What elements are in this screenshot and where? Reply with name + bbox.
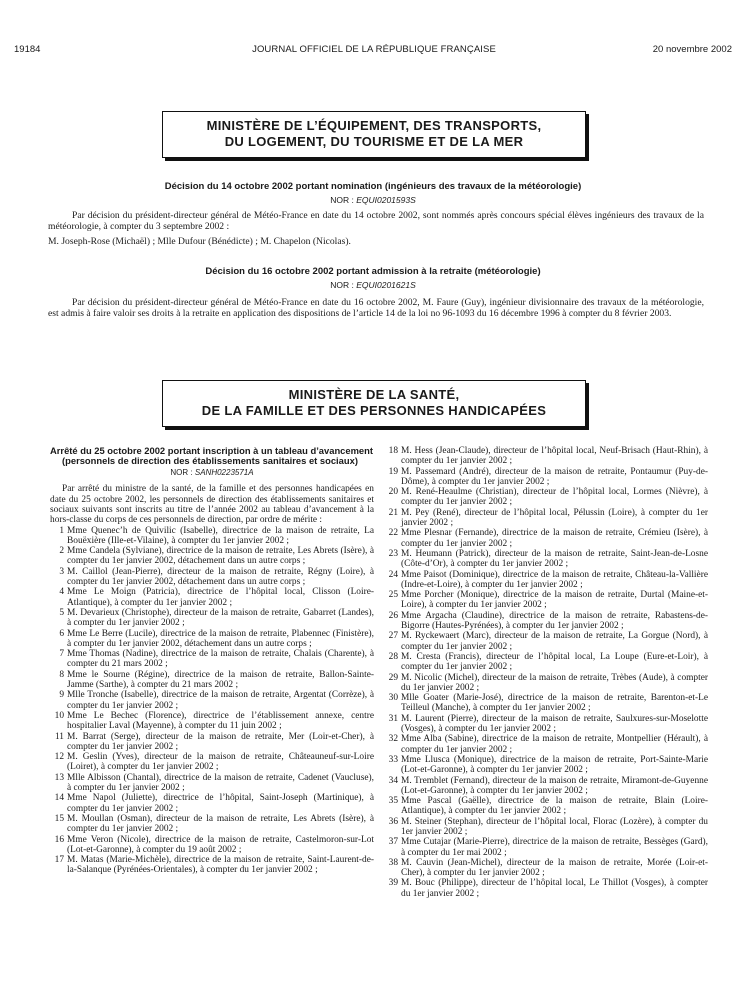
list-item	[384, 549, 708, 570]
list-item	[50, 649, 374, 670]
entry-text: Mme Argacha (Claudine), directrice de la maison de retraite, Rabastens-de-Bigorre (Hautes-Pyrénées), à compter du 1er janvier 2002 ;	[401, 610, 708, 632]
nor-code: SANH0223571A	[194, 468, 254, 478]
entry-text: Mme Paisot (Dominique), directrice de la maison de retraite, Château-la-Vallière (Indre-et-Loire), à compter du 1er janvier 2002 ;	[401, 569, 708, 590]
entry-number: 14	[54, 793, 64, 804]
entry-number: 21	[388, 507, 398, 518]
list-item	[50, 711, 374, 732]
entry-text: M. Geslin (Yves), directeur de la maison de retraite, Châteauneuf-sur-Loire (Loiret), à compter du 1er janvier 2002 ;	[67, 752, 374, 773]
decision1-body	[48, 210, 704, 232]
list-item	[384, 487, 708, 508]
list-item	[50, 793, 374, 814]
entry-text: Mme Quenec’h de Quivilic (Isabelle), directrice de la maison de retraite, La Bouëxière (Ille-et-Vilaine), à compter du 1er janvier 2002 ;	[67, 525, 374, 546]
list-item	[384, 878, 708, 899]
entry-text: M. Steiner (Stephan), directeur de l’hôpital local, Florac (Lozère), à compter du 1er janvier 2002 ;	[401, 816, 708, 837]
list-item	[384, 755, 708, 776]
list-item	[50, 773, 374, 794]
entry-text: M. Hess (Jean-Claude), directeur de l’hôpital local, Neuf-Brisach (Haut-Rhin), à compter du 1er janvier 2002 ;	[401, 446, 708, 467]
entry-number: 15	[54, 813, 64, 824]
list-item	[384, 858, 708, 879]
nor-label: NOR :	[330, 195, 354, 205]
entry-number: 38	[388, 857, 398, 868]
entry-number: 36	[388, 816, 398, 827]
entry-number: 20	[388, 487, 398, 498]
list-item	[50, 855, 374, 876]
nor-code: EQUI0201621S	[356, 280, 416, 290]
ministry-sante-heading	[162, 380, 586, 427]
issue-date: 20 novembre 2002	[652, 44, 732, 55]
entry-text: Mme Alba (Sabine), directrice de la maison de retraite, Montpellier (Hérault), à compter du 1er janvier 2002 ;	[401, 734, 708, 755]
decision2-nor	[40, 280, 706, 290]
list-item	[384, 776, 708, 797]
entry-text: Mlle Goater (Marie-José), directrice de la maison de retraite, Barenton-et-Le Teilleul (Manche), à compter du 1er janvier 2002 ;	[401, 693, 708, 714]
entry-text: Mme Pascal (Gaëlle), directrice de la maison de retraite, Blain (Loire-Atlantique), à compter du 1er janvier 2002 ;	[401, 796, 708, 817]
entry-text: M. Passemard (André), directeur de la maison de retraite, Pontaumur (Puy-de-Dôme), à compter du 1er janvier 2002 ;	[401, 466, 708, 487]
entry-text: M. Pey (René), directeur de l’hôpital local, Pélussin (Loire), à compter du 1er janvier 2002 ;	[401, 507, 708, 529]
entry-number: 7	[59, 649, 64, 660]
decision2-body-text: Par décision du président-directeur général de Météo-France en date du 16 octobre 2002, M. Faure (Guy), ingénieur divisionnaire des travaux de la météorologie, est admis à faire valoir ses droits à la retraite en application des dispositions de l’article 14 de la loi no 96-1093 du 16 décembre 1996 à compter du 8 février 2003.	[48, 297, 704, 320]
entry-number: 6	[59, 628, 64, 639]
arrete-nor	[50, 468, 374, 477]
entry-number: 23	[388, 548, 398, 559]
entry-text: M. Moullan (Osman), directeur de la maison de retraite, Les Abrets (Isère), à compter du 1er janvier 2002 ;	[67, 813, 374, 835]
entry-number: 39	[388, 878, 398, 889]
entry-number: 30	[388, 693, 398, 704]
entry-text: Mme Thomas (Nadine), directrice de la maison de retraite, Chalais (Charente), à compter du 21 mars 2002 ;	[67, 649, 374, 670]
entry-number: 19	[388, 466, 398, 477]
entry-number: 25	[388, 590, 398, 601]
entry-number: 11	[54, 731, 64, 742]
right-column	[384, 446, 708, 899]
list-item	[384, 817, 708, 838]
entry-text: M. Matas (Marie-Michèle), directrice de la maison de retraite, Saint-Laurent-de-la-Salanque (Pyrénées-Orientales), à compter du 1er janvier 2002 ;	[67, 855, 374, 876]
entry-number: 33	[388, 754, 398, 765]
list-item	[384, 446, 708, 467]
list-item	[50, 835, 374, 856]
entry-number: 10	[54, 710, 64, 721]
entry-text: Mme Le Berre (Lucile), directrice de la maison de retraite, Plabennec (Finistère), à compter du 1er janvier 2002, détachement dans un autre corps ;	[67, 628, 374, 649]
entry-text: M. Caillol (Jean-Pierre), directeur de la maison de retraite, Régny (Loire), à compter du 1er janvier 2002, détachement dans un autre corps ;	[67, 566, 374, 588]
arrete-intro	[50, 484, 374, 525]
entry-text: M. Tremblet (Fernand), directeur de la maison de retraite, Miramont-de-Guyenne (Lot-et-Garonne), à compter du 1er janvier 2002 ;	[401, 775, 708, 796]
entry-text: M. Bouc (Philippe), directeur de l’hôpital local, Le Thillot (Vosges), à compter du 1er janvier 2002 ;	[401, 878, 708, 899]
entry-text: Mme Candela (Sylviane), directrice de la maison de retraite, Les Abrets (Isère), à compter du 1er janvier 2002, détachement dans un autre corps ;	[67, 546, 374, 567]
entries-list-right	[384, 446, 708, 899]
entry-text: Mlle Albisson (Chantal), directrice de la maison de retraite, Cadenet (Vaucluse), à compter du 1er janvier 2002 ;	[67, 772, 374, 794]
entry-text: Mme Plesnar (Fernande), directrice de la maison de retraite, Crémieu (Isère), à compter du 1er janvier 2002 ;	[401, 528, 708, 549]
entry-text: Mme Le Moign (Patricia), directrice de l’hôpital local, Clisson (Loire-Atlantique), à compter du 1er janvier 2002 ;	[67, 587, 374, 608]
entry-text: Mme Porcher (Monique), directrice de la maison de retraite, Durtal (Maine-et-Loire), à compter du 1er janvier 2002 ;	[401, 590, 708, 611]
decision1-nor	[40, 195, 706, 205]
list-item	[50, 690, 374, 711]
page-number: 19184	[14, 44, 41, 55]
list-item	[384, 693, 708, 714]
entry-text: M. Laurent (Pierre), directeur de la maison de retraite, Saulxures-sur-Moselotte (Vosges), à compter du 1er janvier 2002 ;	[401, 713, 708, 735]
list-item	[50, 732, 374, 753]
list-item	[384, 590, 708, 611]
entry-number: 26	[388, 610, 398, 621]
list-item	[50, 752, 374, 773]
nor-label: NOR :	[330, 280, 354, 290]
list-item	[384, 734, 708, 755]
entry-number: 31	[388, 713, 398, 724]
left-column	[50, 446, 374, 876]
decision2-body	[48, 297, 704, 319]
page-header	[14, 44, 734, 58]
decision1-names: M. Joseph-Rose (Michaël) ; Mlle Dufour (Bénédicte) ; M. Chapelon (Nicolas).	[48, 236, 351, 247]
entry-text: M. René-Heaulme (Christian), directeur de l’hôpital local, Lormes (Nièvre), à compter du 1er janvier 2002 ;	[401, 487, 708, 508]
list-item	[384, 631, 708, 652]
ministry-heading-line2: DU LOGEMENT, DU TOURISME ET DE LA MER	[224, 134, 524, 149]
entry-number: 17	[54, 855, 64, 866]
entry-text: Mme Le Bechec (Florence), directrice de l’établissement annexe, centre hospitalier Laval (Mayenne), à compter du 11 juin 2002 ;	[67, 710, 374, 732]
entry-number: 8	[59, 669, 64, 680]
nor-label: NOR :	[170, 468, 193, 478]
list-item	[384, 673, 708, 694]
list-item	[50, 608, 374, 629]
list-item	[50, 587, 374, 608]
decision1-body-text: Par décision du président-directeur général de Météo-France en date du 14 octobre 2002, sont nommés après concours spécial élèves ingénieurs des travaux de la météorologie, à compter du 3 septembre 2002 :	[48, 210, 704, 233]
entry-number: 4	[59, 587, 64, 598]
entries-list-left	[50, 526, 374, 876]
entry-text: M. Cauvin (Jean-Michel), directeur de la maison de retraite, Morée (Loir-et-Cher), à compter du 1er janvier 2002 ;	[401, 857, 708, 879]
entry-number: 3	[59, 566, 64, 577]
entry-text: Mlle Tronche (Isabelle), directrice de la maison de retraite, Argentat (Corrèze), à compter du 1er janvier 2002 ;	[67, 690, 374, 711]
entry-text: M. Heumann (Patrick), directeur de la maison de retraite, Saint-Jean-de-Losne (Côte-d’Or), à compter du 1er janvier 2002 ;	[401, 548, 708, 570]
decision1-title: Décision du 14 octobre 2002 portant nomination (ingénieurs des travaux de la météorologie)	[164, 181, 582, 192]
list-item	[384, 611, 708, 632]
arrete-title: Arrêté du 25 octobre 2002 portant inscription à un tableau d’avancement (personnels de direction des établissements sanitaires et sociaux)	[50, 445, 373, 467]
entry-text: M. Nicolic (Michel), directeur de la maison de retraite, Trèbes (Aude), à compter du 1er janvier 2002 ;	[401, 672, 708, 693]
entry-number: 12	[54, 752, 64, 763]
entry-number: 34	[388, 775, 398, 786]
entry-number: 18	[388, 446, 398, 456]
entry-number: 37	[388, 837, 398, 848]
entry-text: M. Ryckewaert (Marc), directeur de la maison de retraite, La Gorgue (Nord), à compter du 1er janvier 2002 ;	[401, 631, 708, 652]
list-item	[384, 837, 708, 858]
nor-code: EQUI0201593S	[356, 195, 416, 205]
list-item	[50, 526, 374, 547]
list-item	[50, 629, 374, 650]
entry-number: 28	[388, 651, 398, 662]
ministry-heading-line1: MINISTÈRE DE LA SANTÉ,	[288, 387, 460, 402]
entry-number: 5	[59, 607, 64, 618]
entry-text: Mme Veron (Nicole), directrice de la maison de retraite, Castelmoron-sur-Lot (Lot-et-Garonne), à compter du 19 août 2002 ;	[67, 834, 374, 855]
entry-text: M. Devarieux (Christophe), directeur de la maison de retraite, Gabarret (Landes), à compter du 1er janvier 2002 ;	[67, 607, 374, 629]
journal-title: JOURNAL OFFICIEL DE LA RÉPUBLIQUE FRANÇAISE	[252, 44, 496, 55]
entry-text: M. Cresta (Francis), directeur de l’hôpital local, La Loupe (Eure-et-Loir), à compter du 1er janvier 2002 ;	[401, 651, 708, 673]
entry-number: 22	[388, 528, 398, 539]
ministry-equipement-heading	[162, 111, 586, 158]
entry-number: 24	[388, 569, 398, 580]
entry-text: Mme le Sourne (Régine), directrice de la maison de retraite, Ballon-Sainte-Jamme (Sarthe), à compter du 21 mars 2002 ;	[67, 669, 374, 691]
entry-number: 1	[59, 525, 64, 536]
arrete-intro-text: Par arrêté du ministre de la santé, de la famille et des personnes handicapées en date du 25 octobre 2002, les personnels de direction des établissements sanitaires et sociaux suivants sont inscrits au titre de l’année 2002 au tableau d’avancement à la hors-classe du corps de ces personnels de direction, par ordre de mérite :	[50, 484, 374, 526]
entry-number: 16	[54, 834, 64, 845]
entry-number: 35	[388, 796, 398, 807]
entry-text: Mme Cutajar (Marie-Pierre), directrice de la maison de retraite, Bessèges (Gard), à compter du 1er mai 2002 ;	[401, 837, 708, 858]
decision2-title: Décision du 16 octobre 2002 portant admission à la retraite (météorologie)	[205, 266, 541, 277]
list-item	[50, 670, 374, 691]
list-item	[50, 567, 374, 588]
entry-number: 9	[59, 690, 64, 701]
list-item	[384, 652, 708, 673]
list-item	[384, 796, 708, 817]
list-item	[384, 508, 708, 529]
entry-number: 32	[388, 734, 398, 745]
entry-text: Mme Llusca (Monique), directrice de la maison de retraite, Port-Sainte-Marie (Lot-et-Garonne), à compter du 1er janvier 2002 ;	[401, 754, 708, 776]
entry-text: Mme Napol (Juliette), directrice de l’hôpital, Saint-Joseph (Martinique), à compter du 1er janvier 2002 ;	[67, 793, 374, 814]
list-item	[50, 546, 374, 567]
entry-number: 29	[388, 672, 398, 683]
list-item	[50, 814, 374, 835]
entry-text: M. Barrat (Serge), directeur de la maison de retraite, Mer (Loir-et-Cher), à compter du 1er janvier 2002 ;	[67, 731, 374, 752]
list-item	[384, 467, 708, 488]
entry-number: 27	[388, 631, 398, 642]
entry-number: 13	[54, 772, 64, 783]
ministry-heading-line1: MINISTÈRE DE L’ÉQUIPEMENT, DES TRANSPORTS,	[206, 118, 542, 133]
entry-number: 2	[59, 546, 64, 557]
list-item	[384, 714, 708, 735]
list-item	[384, 528, 708, 549]
list-item	[384, 570, 708, 591]
ministry-heading-line2: DE LA FAMILLE ET DES PERSONNES HANDICAPÉES	[201, 403, 547, 418]
